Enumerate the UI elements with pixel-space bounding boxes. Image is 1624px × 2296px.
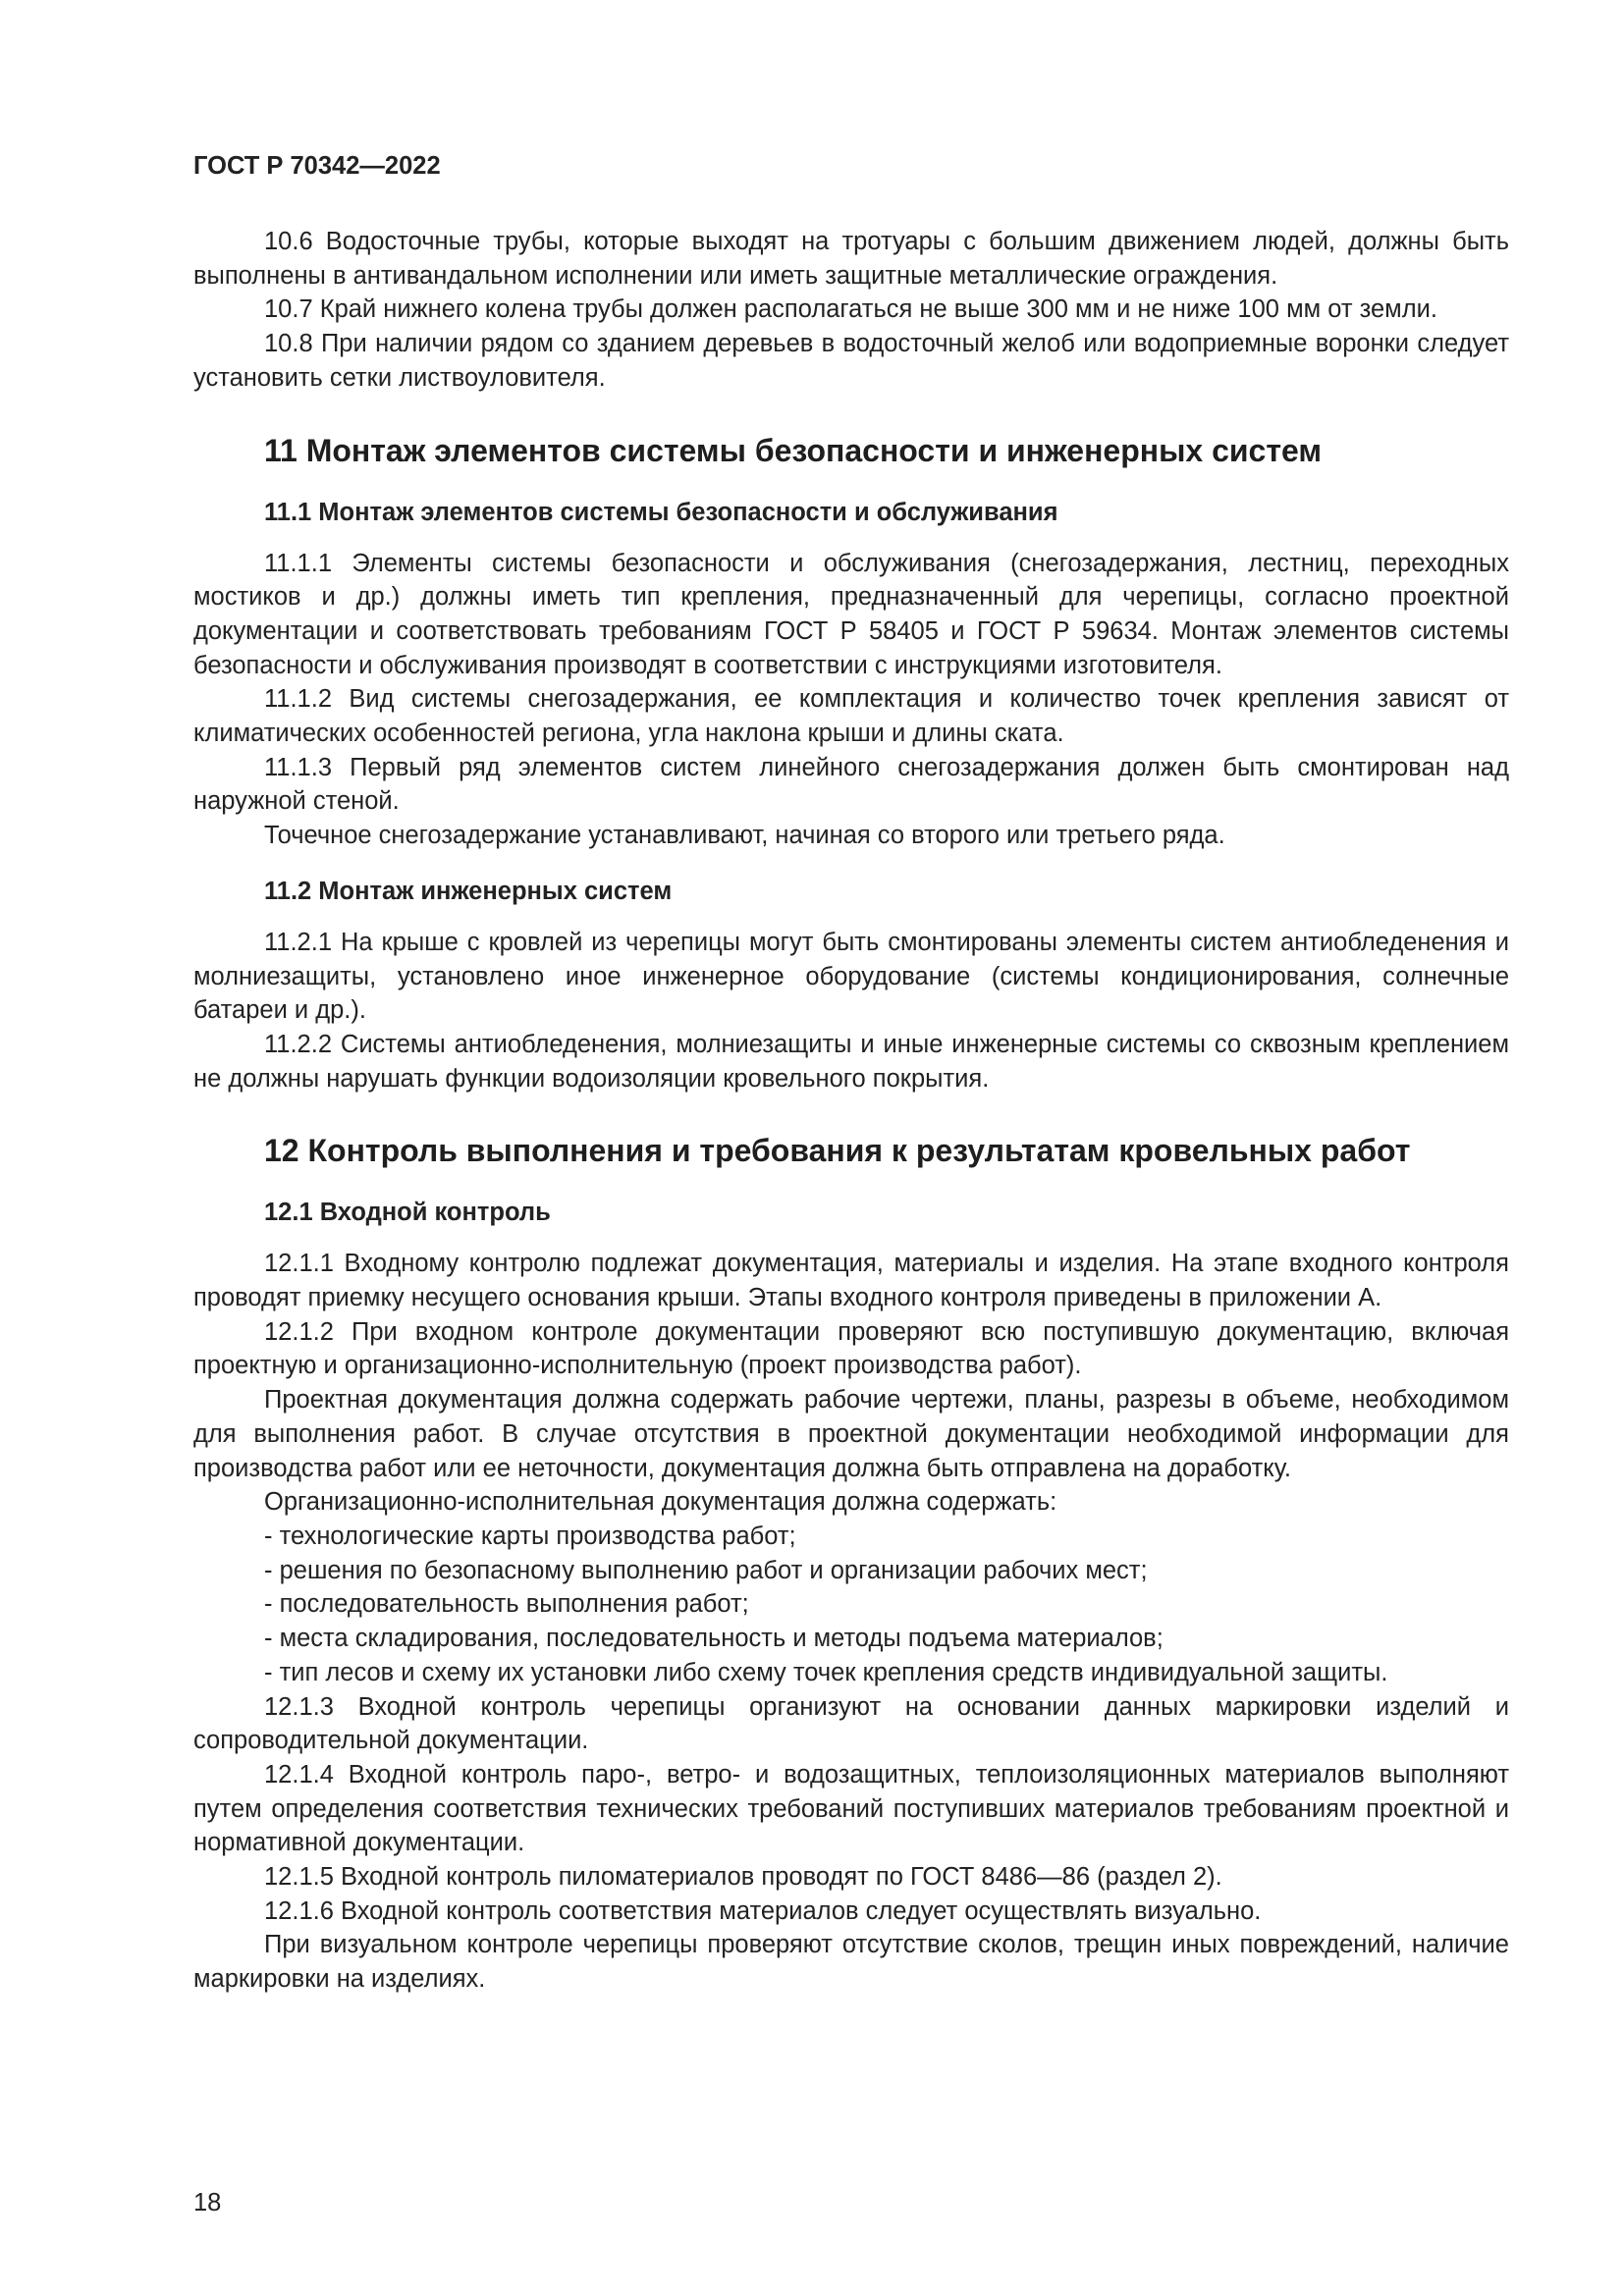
paragraph-12-1-6: 12.1.6 Входной контроль соответствия материалов следует осуществлять визуально.: [264, 1896, 1262, 1925]
section-heading-11: 11 Монтаж элементов системы безопасности и инженерных систем: [264, 432, 1323, 468]
paragraph-12-1-2-project-docs: Проектная документация должна содержать рабочие чертежи, планы, разрезы в объеме, необходимом для выполнения работ. В случае отсутствия в проектной документации необходимой информации для производства работ или ее неточности, документация должна быть отправлена на доработку.: [193, 1386, 1509, 1482]
paragraph-12-1-3: 12.1.3 Входной контроль черепицы организуют на основании данных маркировки изделий и сопроводительной документации.: [193, 1692, 1509, 1755]
list-item: - тип лесов и схему их установки либо схему точек крепления средств индивидуальной защиты.: [264, 1658, 1388, 1686]
paragraph-11-1-1: 11.1.1 Элементы системы безопасности и обслуживания (снегозадержания, лестниц, переходных мостиков и др.) должны иметь тип крепления, предназначенный для черепицы, согласно проектной документации и соответствовать требованиям ГОСТ Р 58405 и ГОСТ Р 59634. Монтаж элементов системы безопасности и обслуживания производят в соответствии с инструкциями изготовителя.: [193, 549, 1509, 679]
paragraph-12-1-1: 12.1.1 Входному контролю подлежат документация, материалы и изделия. На этапе входного контроля проводят приемку несущего основания крыши. Этапы входного контроля приведены в приложении А.: [193, 1250, 1509, 1312]
paragraph-10-7: 10.7 Край нижнего колена трубы должен располагаться не выше 300 мм и не ниже 100 мм от земли.: [264, 295, 1437, 324]
section-heading-12: 12 Контроль выполнения и требования к результатам кровельных работ: [264, 1133, 1411, 1169]
list-item: - места складирования, последовательность и методы подъема материалов;: [264, 1625, 1164, 1653]
list-item: - последовательность выполнения работ;: [264, 1590, 749, 1619]
paragraph-12-1-4: 12.1.4 Входной контроль паро-, ветро- и водозащитных, теплоизоляционных материалов выполняют путем определения соответствия технических требований поступивших материалов требованиям проектной и нормативной документации.: [193, 1760, 1509, 1857]
list-item: - технологические карты производства работ;: [264, 1522, 796, 1550]
paragraph-11-1-2: 11.1.2 Вид системы снегозадержания, ее комплектация и количество точек крепления зависят от климатических особенностей региона, угла наклона крыши и длины ската.: [193, 685, 1509, 748]
document-body: [193, 225, 1509, 1997]
paragraph-11-2-2: 11.2.2 Системы антиобледенения, молниезащиты и иные инженерные системы со сквозным креплением не должны нарушать функции водоизоляции кровельного покрытия.: [193, 1030, 1509, 1093]
paragraph-10-8: 10.8 При наличии рядом со зданием деревьев в водосточный желоб или водоприемные воронки следует установить сетки листвоуловителя.: [193, 330, 1509, 392]
document-code-header: ГОСТ Р 70342—2022: [193, 152, 441, 180]
paragraph-11-1-3: 11.1.3 Первый ряд элементов систем линейного снегозадержания должен быть смонтирован над наружной стеной.: [193, 753, 1509, 816]
paragraph-11-1-3-continued: Точечное снегозадержание устанавливают, начиная со второго или третьего ряда.: [264, 822, 1225, 850]
paragraph-11-2-1: 11.2.1 На крыше с кровлей из черепицы могут быть смонтированы элементы систем антиобледенения и молниезащиты, установлено иное инженерное оборудование (системы кондиционирования, солнечные батареи и др.).: [193, 928, 1509, 1025]
paragraph-10-6: 10.6 Водосточные трубы, которые выходят на тротуары с большим движением людей, должны быть выполнены в антивандальном исполнении или иметь защитные металлические ограждения.: [193, 228, 1509, 290]
paragraph-12-1-6-continued: При визуальном контроле черепицы проверяют отсутствие сколов, трещин иных повреждений, наличие маркировки на изделиях.: [193, 1931, 1509, 1994]
subsection-heading-12-1: 12.1 Входной контроль: [264, 1199, 551, 1227]
list-item: - решения по безопасному выполнению работ и организации рабочих мест;: [264, 1556, 1148, 1584]
paragraph-12-1-5: 12.1.5 Входной контроль пиломатериалов проводят по ГОСТ 8486—86 (раздел 2).: [264, 1863, 1222, 1892]
subsection-heading-11-1: 11.1 Монтаж элементов системы безопасности и обслуживания: [264, 498, 1058, 526]
paragraph-12-1-2: 12.1.2 При входном контроле документации проверяют всю поступившую документацию, включая проектную и организационно-исполнительную (проект производства работ).: [193, 1317, 1509, 1380]
page-number: 18: [193, 2189, 222, 2216]
subsection-heading-11-2: 11.2 Монтаж инженерных систем: [264, 877, 673, 905]
paragraph-12-1-2-org-docs: Организационно-исполнительная документация должна содержать:: [264, 1488, 1057, 1517]
